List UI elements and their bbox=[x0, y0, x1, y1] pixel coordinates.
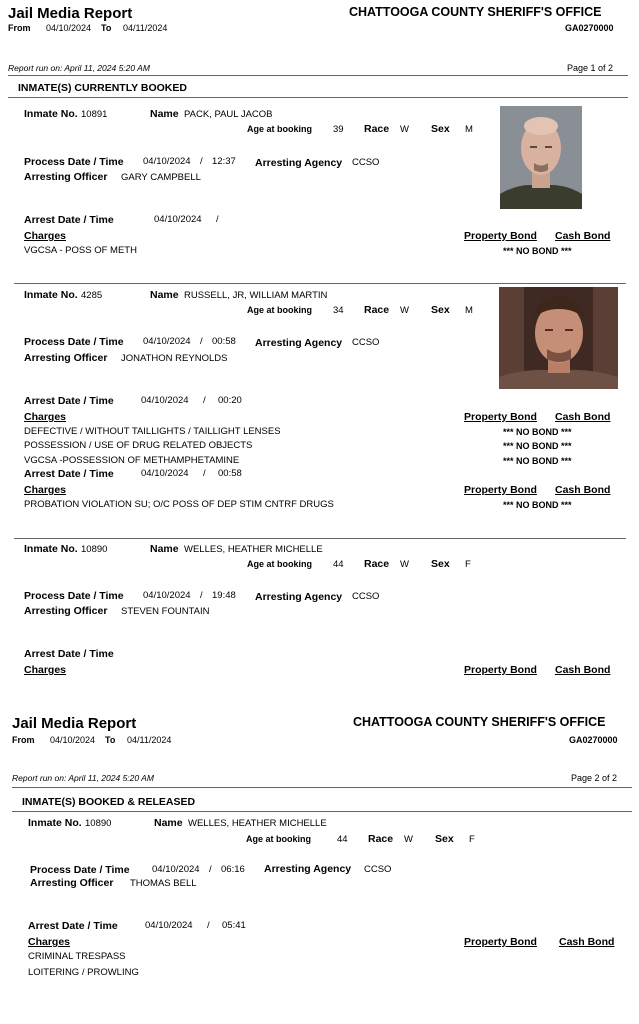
mugshot-photo bbox=[499, 287, 618, 389]
sex: M bbox=[465, 305, 473, 316]
arrest-date-label: Arrest Date / Time bbox=[24, 468, 114, 480]
race: W bbox=[404, 834, 413, 845]
inmate-no: 10891 bbox=[81, 109, 108, 120]
mugshot-photo bbox=[500, 106, 582, 209]
race-label: Race bbox=[364, 123, 390, 135]
divider bbox=[12, 811, 632, 812]
inmate-no-label: Inmate No. bbox=[28, 817, 82, 829]
slash: / bbox=[209, 864, 212, 875]
process-time: 00:58 bbox=[212, 336, 236, 347]
sheriff-office: CHATTOOGA COUNTY SHERIFF'S OFFICE bbox=[353, 715, 606, 729]
slash: / bbox=[200, 336, 203, 347]
agency: CCSO bbox=[352, 157, 380, 168]
inmate-no: 10890 bbox=[85, 818, 112, 829]
sex-label: Sex bbox=[431, 558, 450, 570]
property-bond-label: Property Bond bbox=[464, 230, 537, 242]
race-label: Race bbox=[368, 833, 394, 845]
race-label: Race bbox=[364, 304, 390, 316]
officer-label: Arresting Officer bbox=[24, 352, 108, 364]
inmate-no-label: Inmate No. bbox=[24, 543, 78, 555]
charge-text: CRIMINAL TRESPASS bbox=[28, 951, 126, 962]
report-title: Jail Media Report bbox=[8, 5, 133, 22]
process-date-label: Process Date / Time bbox=[24, 156, 124, 168]
age: 44 bbox=[337, 834, 348, 845]
from-label: From bbox=[8, 23, 31, 33]
process-time: 19:48 bbox=[212, 590, 236, 601]
from-date: 04/10/2024 bbox=[46, 23, 92, 33]
inmate-no: 10890 bbox=[81, 544, 108, 555]
section-title-current: INMATE(S) CURRENTLY BOOKED bbox=[18, 82, 187, 94]
arrest-date: 04/10/2024 bbox=[141, 395, 189, 406]
to-label: To bbox=[101, 23, 112, 33]
slash: / bbox=[203, 468, 206, 479]
inmate-name: WELLES, HEATHER MICHELLE bbox=[188, 818, 327, 829]
arrest-date: 04/10/2024 bbox=[141, 468, 189, 479]
process-date: 04/10/2024 bbox=[152, 864, 200, 875]
inmate-no: 4285 bbox=[81, 290, 103, 301]
charges-label: Charges bbox=[24, 664, 67, 676]
charge-text: DEFECTIVE / WITHOUT TAILLIGHTS / TAILLIGHT LENSES bbox=[24, 426, 281, 437]
sex: F bbox=[465, 559, 471, 570]
slash: / bbox=[203, 395, 206, 406]
process-date: 04/10/2024 bbox=[143, 336, 191, 347]
inmate-name: PACK, PAUL JACOB bbox=[184, 109, 273, 120]
agency-code: GA0270000 bbox=[569, 735, 618, 745]
inmate-no-label: Inmate No. bbox=[24, 108, 78, 120]
charges-label: Charges bbox=[24, 484, 67, 496]
process-time: 06:16 bbox=[221, 864, 245, 875]
agency-label: Arresting Agency bbox=[255, 337, 343, 349]
process-date: 04/10/2024 bbox=[143, 156, 191, 167]
arrest-time: 00:58 bbox=[218, 468, 242, 479]
to-date: 04/11/2024 bbox=[127, 735, 172, 745]
inmate-no-label: Inmate No. bbox=[24, 289, 78, 301]
slash: / bbox=[216, 214, 219, 225]
officer-label: Arresting Officer bbox=[30, 877, 114, 889]
process-date-label: Process Date / Time bbox=[24, 590, 124, 602]
report-run-on: Report run on: April 11, 2024 5:20 AM bbox=[8, 63, 150, 73]
race: W bbox=[400, 559, 409, 570]
officer-label: Arresting Officer bbox=[24, 605, 108, 617]
charge-text: LOITERING / PROWLING bbox=[28, 967, 139, 978]
cash-bond-label: Cash Bond bbox=[555, 484, 611, 496]
arrest-time: 00:20 bbox=[218, 395, 242, 406]
arrest-date-label: Arrest Date / Time bbox=[24, 395, 114, 407]
age: 44 bbox=[333, 559, 344, 570]
page-number: Page 1 of 2 bbox=[567, 63, 614, 73]
agency: CCSO bbox=[352, 591, 380, 602]
sex: F bbox=[469, 834, 475, 845]
name-label: Name bbox=[150, 543, 179, 555]
sheriff-office: CHATTOOGA COUNTY SHERIFF'S OFFICE bbox=[349, 5, 602, 19]
bond-status: *** NO BOND *** bbox=[503, 500, 572, 510]
report-run-on: Report run on: April 11, 2024 5:20 AM bbox=[12, 773, 154, 783]
cash-bond-label: Cash Bond bbox=[555, 664, 611, 676]
property-bond-label: Property Bond bbox=[464, 936, 537, 948]
race-label: Race bbox=[364, 558, 390, 570]
arrest-time: 05:41 bbox=[222, 920, 246, 931]
page-number: Page 2 of 2 bbox=[571, 773, 618, 783]
agency-code: GA0270000 bbox=[565, 23, 614, 33]
property-bond-label: Property Bond bbox=[464, 484, 537, 496]
divider bbox=[14, 283, 626, 284]
officer: JONATHON REYNOLDS bbox=[121, 353, 228, 364]
divider bbox=[14, 538, 626, 539]
process-date-label: Process Date / Time bbox=[30, 864, 130, 876]
slash: / bbox=[207, 920, 210, 931]
sex: M bbox=[465, 124, 473, 135]
slash: / bbox=[200, 156, 203, 167]
name-label: Name bbox=[150, 108, 179, 120]
to-label: To bbox=[105, 735, 116, 745]
age-label: Age at booking bbox=[246, 834, 311, 844]
property-bond-label: Property Bond bbox=[464, 664, 537, 676]
inmate-name: WELLES, HEATHER MICHELLE bbox=[184, 544, 323, 555]
age: 39 bbox=[333, 124, 344, 135]
name-label: Name bbox=[150, 289, 179, 301]
arrest-date: 04/10/2024 bbox=[145, 920, 193, 931]
process-date: 04/10/2024 bbox=[143, 590, 191, 601]
charge-text: VGCSA -POSSESSION OF METHAMPHETAMINE bbox=[24, 455, 240, 466]
process-date-label: Process Date / Time bbox=[24, 336, 124, 348]
sex-label: Sex bbox=[431, 304, 450, 316]
cash-bond-label: Cash Bond bbox=[555, 411, 611, 423]
agency: CCSO bbox=[352, 337, 380, 348]
agency-label: Arresting Agency bbox=[255, 591, 343, 603]
agency-label: Arresting Agency bbox=[255, 157, 343, 169]
inmate-name: RUSSELL, JR, WILLIAM MARTIN bbox=[184, 290, 328, 301]
agency: CCSO bbox=[364, 864, 392, 875]
age: 34 bbox=[333, 305, 344, 316]
sex-label: Sex bbox=[435, 833, 454, 845]
from-label: From bbox=[12, 735, 35, 745]
officer: THOMAS BELL bbox=[130, 878, 197, 889]
charges-label: Charges bbox=[24, 411, 67, 423]
age-label: Age at booking bbox=[247, 559, 312, 569]
bond-status: *** NO BOND *** bbox=[503, 456, 572, 466]
cash-bond-label: Cash Bond bbox=[559, 936, 615, 948]
age-label: Age at booking bbox=[247, 124, 312, 134]
charges-label: Charges bbox=[28, 936, 71, 948]
from-date: 04/10/2024 bbox=[50, 735, 96, 745]
bond-status: *** NO BOND *** bbox=[503, 441, 572, 451]
name-label: Name bbox=[154, 817, 183, 829]
process-time: 12:37 bbox=[212, 156, 236, 167]
divider bbox=[12, 787, 632, 788]
to-date: 04/11/2024 bbox=[123, 23, 168, 33]
sex-label: Sex bbox=[431, 123, 450, 135]
charges-label: Charges bbox=[24, 230, 67, 242]
arrest-date-label: Arrest Date / Time bbox=[28, 920, 118, 932]
arrest-date-label: Arrest Date / Time bbox=[24, 214, 114, 226]
arrest-date: 04/10/2024 bbox=[154, 214, 202, 225]
cash-bond-label: Cash Bond bbox=[555, 230, 611, 242]
officer-label: Arresting Officer bbox=[24, 171, 108, 183]
age-label: Age at booking bbox=[247, 305, 312, 315]
charge-text: VGCSA - POSS OF METH bbox=[24, 245, 137, 256]
property-bond-label: Property Bond bbox=[464, 411, 537, 423]
agency-label: Arresting Agency bbox=[264, 863, 352, 875]
race: W bbox=[400, 124, 409, 135]
divider bbox=[8, 97, 628, 98]
report-title: Jail Media Report bbox=[12, 715, 137, 732]
section-title-released: INMATE(S) BOOKED & RELEASED bbox=[22, 796, 196, 808]
race: W bbox=[400, 305, 409, 316]
bond-status: *** NO BOND *** bbox=[503, 427, 572, 437]
bond-status: *** NO BOND *** bbox=[503, 246, 572, 256]
divider bbox=[8, 75, 628, 76]
slash: / bbox=[200, 590, 203, 601]
charge-text: PROBATION VIOLATION SU; O/C POSS OF DEP STIM CNTRF DRUGS bbox=[24, 499, 334, 510]
officer: GARY CAMPBELL bbox=[121, 172, 201, 183]
charge-text: POSSESSION / USE OF DRUG RELATED OBJECTS bbox=[24, 440, 253, 451]
arrest-date-label: Arrest Date / Time bbox=[24, 648, 114, 660]
officer: STEVEN FOUNTAIN bbox=[121, 606, 210, 617]
